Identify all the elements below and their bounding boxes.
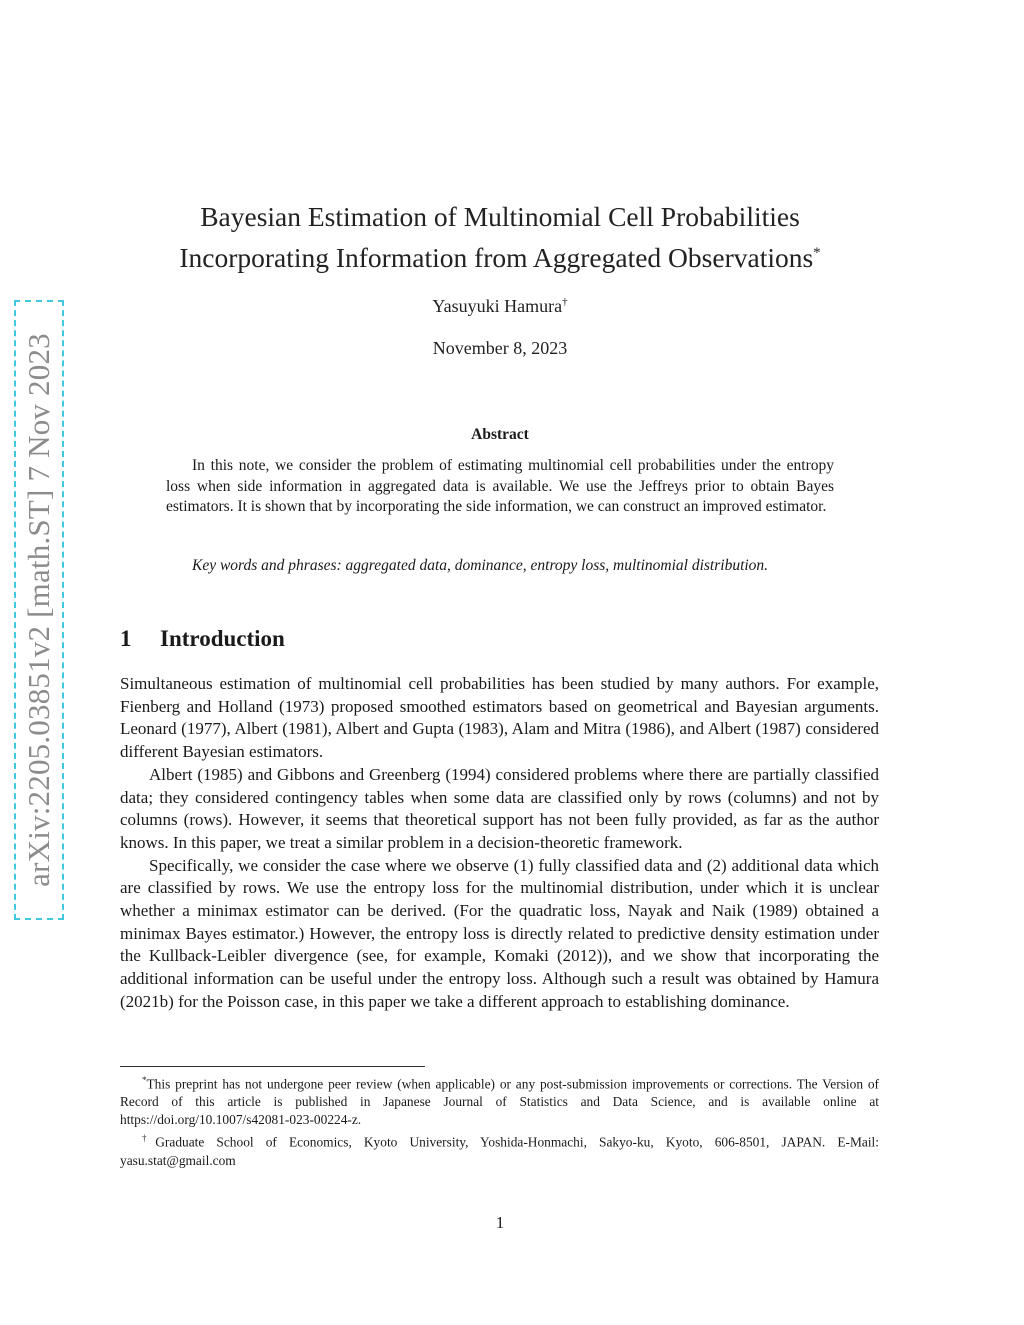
- abstract-heading: Abstract: [471, 426, 529, 443]
- arxiv-stamp: [14, 300, 64, 920]
- title-line-1: Bayesian Estimation of Multinomial Cell Probabilities: [200, 201, 800, 232]
- paragraph: Albert (1985) and Gibbons and Greenberg (1994) considered problems where there are partially classified data; they considered contingency tables when some data are classified only by rows (columns) and not by columns (rows). However, it seems that theoretical support has not been fully provided, as far as the author knows. In this paper, we treat a similar problem in a decision-theoretic framework.: [120, 764, 879, 852]
- footnote: *This preprint has not undergone peer review (when applicable) or any post-submission improvements or corrections. The Version of Record of this article is published in Japanese Journal of Statistics and Data Science, and is available online at https://doi.org/10.1007/s42081-023-00224-z.: [120, 1075, 879, 1128]
- footnote-mark: *: [142, 1075, 147, 1085]
- section-heading: [120, 626, 285, 652]
- footnotes: [120, 1071, 879, 1170]
- abstract-text: In this note, we consider the problem of estimating multinomial cell probabilities under the entropy loss when side information in aggregated data is available. We use the Jeffreys prior to obtain Bayes estimators. It is shown that by incorporating the side information, we can construct an improved estimator.: [166, 457, 834, 515]
- page-number: 1: [495, 1213, 505, 1232]
- author-footnote-mark: †: [562, 296, 568, 308]
- author-name: Yasuyuki Hamura†: [432, 296, 568, 316]
- footnote: †Graduate School of Economics, Kyoto University, Yoshida-Honmachi, Sakyo-ku, Kyoto, 606-8501, JAPAN. E-Mail: yasu.stat@gmail.com: [120, 1133, 879, 1168]
- title-line-2: Incorporating Information from Aggregated Observations*: [179, 242, 821, 274]
- title-footnote-mark: *: [813, 245, 821, 261]
- arxiv-identifier: arXiv:2205.03851v2 [math.ST] 7 Nov 2023: [21, 333, 56, 887]
- paragraph: Simultaneous estimation of multinomial cell probabilities has been studied by many authors. For example, Fienberg and Holland (1973) proposed smoothed estimators based on geometrical and Bayesian arguments. Leonard (1977), Albert (1981), Albert and Gupta (1983), Alam and Mitra (1986), and Albert (1987) considered different Bayesian estimators.: [120, 674, 879, 762]
- publication-date: November 8, 2023: [432, 338, 568, 358]
- paragraph: Specifically, we consider the case where we observe (1) fully classified data and (2) additional data which are classified by rows. We use the entropy loss for the multinomial distribution, under which it is unclear whether a minimax estimator can be derived. (For the quadratic loss, Nayak and Naik (1989) obtained a minimax Bayes estimator.) However, the entropy loss is directly related to predictive density estimation under the Kullback-Leibler divergence (see, for example, Komaki (2012)), and we show that incorporating the additional information can be useful under the entropy loss. Although such a result was obtained by Hamura (2021b) for the Poisson case, in this paper we take a different approach to establishing dominance.: [120, 855, 879, 1011]
- paper-title: [120, 198, 880, 276]
- footnote-divider: [120, 1066, 425, 1067]
- keywords: Key words and phrases: aggregated data, dominance, entropy loss, multinomial distribution.: [192, 557, 769, 574]
- section-title: Introduction: [160, 626, 285, 651]
- section-body: [120, 673, 879, 1014]
- footnote-mark: †: [142, 1133, 156, 1144]
- section-number: 1: [120, 626, 132, 651]
